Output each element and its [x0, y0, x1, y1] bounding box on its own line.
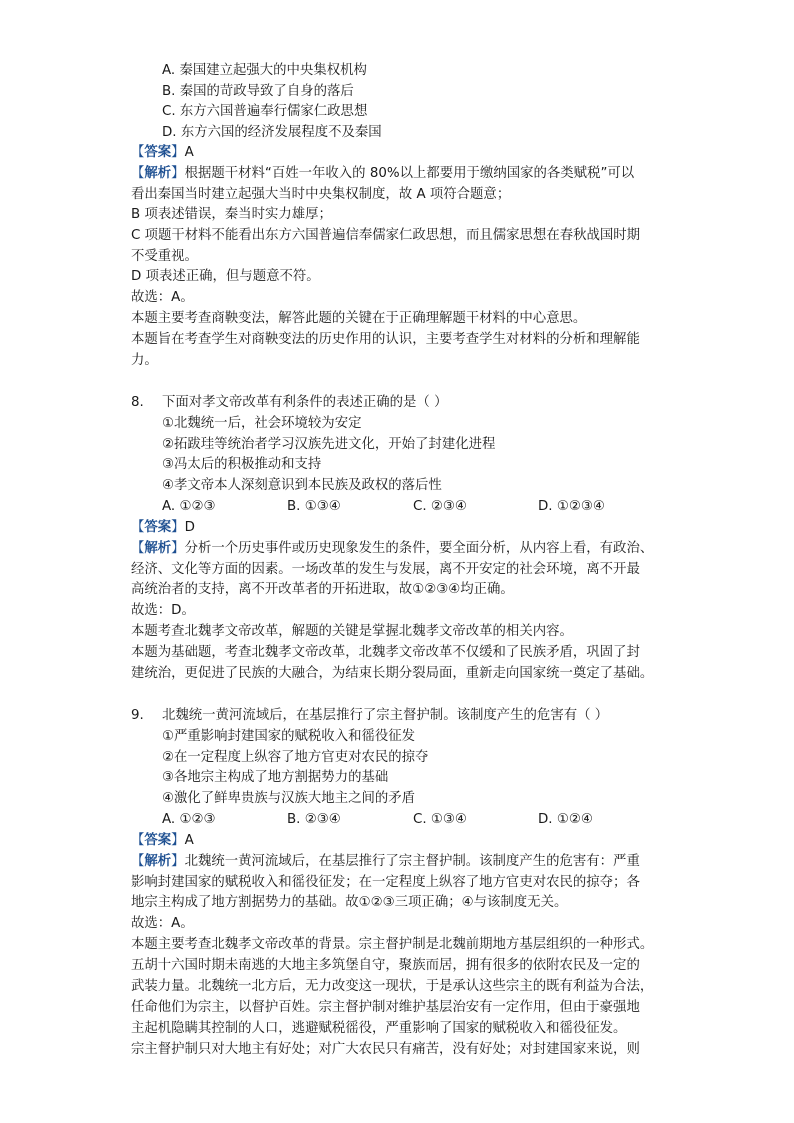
- analysis-text: B 项表述错误，秦当时实力雄厚；: [131, 207, 332, 222]
- answer-value: D: [184, 520, 195, 535]
- analysis-text: 本题为基础题，考查北魏孝文帝改革，北魏孝文帝改革不仅缓和了民族矛盾，巩固了封: [131, 645, 640, 660]
- answer-label: 答案: [144, 145, 172, 160]
- answer-line: 【答案】D: [131, 520, 195, 535]
- option-c: C. 东方六国普遍奉行儒家仁政思想: [162, 104, 368, 119]
- analysis-text: 故选：D。: [131, 603, 195, 618]
- question-number: 8.: [131, 395, 144, 410]
- analysis-text: 本题考查北魏孝文帝改革，解题的关键是掌握北魏孝文帝改革的相关内容。: [131, 624, 573, 639]
- analysis-label: 解析: [144, 541, 172, 556]
- answer-label: 答案: [144, 520, 172, 535]
- analysis-text: 根据题干材料“百姓一年收入的 80%以上都要用于缴纳国家的各类赋税”可以: [184, 166, 635, 181]
- choice-a: A. ①②③: [162, 499, 216, 514]
- analysis-text: 分析一个历史事件或历史现象发生的条件，要全面分析，从内容上看，有政治、: [184, 541, 654, 556]
- question-number: 9.: [131, 708, 144, 723]
- analysis-text: 五胡十六国时期未南逃的大地主多筑堡自守，聚族而居，拥有很多的依附农民及一定的: [131, 958, 640, 973]
- analysis-text: 地宗主构成了地方割据势力的基础。故①②③三项正确；④与该制度无关。: [131, 895, 568, 910]
- question-stem: 北魏统一黄河流域后，在基层推行了宗主督护制。该制度产生的危害有（ ）: [162, 708, 609, 723]
- question-stem: 下面对孝文帝改革有利条件的表述正确的是（ ）: [162, 395, 448, 410]
- analysis-line: 【解析】分析一个历史事件或历史现象发生的条件，要全面分析，从内容上看，有政治、: [131, 541, 654, 556]
- choice-a: A. ①②③: [162, 812, 216, 827]
- statement-3: ③各地宗主构成了地方割据势力的基础: [162, 770, 389, 785]
- choice-c: C. ②③④: [413, 499, 467, 514]
- statement-2: ②在一定程度上纵容了地方官吏对农民的掠夺: [162, 750, 429, 765]
- statement-1: ①严重影响封建国家的赋税收入和徭役征发: [162, 729, 416, 744]
- analysis-text: 看出秦国当时建立起强大当时中央集权制度，故 A 项符合题意；: [131, 187, 511, 202]
- analysis-text: 影响封建国家的赋税收入和徭役征发；在一定程度上纵容了地方官吏对农民的掠夺；各: [131, 875, 640, 890]
- choice-b: B. ①③④: [287, 499, 341, 514]
- analysis-text: 主起机隐瞒其控制的人口，逃避赋税徭役，严重影响了国家的赋税收入和徭役征发。: [131, 1021, 627, 1036]
- analysis-label: 解析: [144, 166, 172, 181]
- analysis-text: 宗主督护制只对大地主有好处；对广大农民只有痛苦，没有好处；对封建国家来说，则: [131, 1042, 640, 1057]
- analysis-text: 故选：A。: [131, 290, 194, 305]
- option-a: A. 秦国建立起强大的中央集权机构: [162, 63, 367, 78]
- option-d: D. 东方六国的经济发展程度不及秦国: [162, 125, 382, 140]
- answer-label: 答案: [144, 833, 172, 848]
- analysis-text: 本题主要考查商鞅变法，解答此题的关键在于正确理解题干材料的中心意思。: [131, 311, 587, 326]
- answer-line: 【答案】A: [131, 145, 194, 160]
- analysis-label: 解析: [144, 854, 172, 869]
- analysis-text: 任命他们为宗主，以督护百姓。宗主督护制对维护基层治安有一定作用，但由于豪强地: [131, 1000, 640, 1015]
- analysis-text: 经济、文化等方面的因素。一场改革的发生与发展，离不开安定的社会环境，离不开最: [131, 562, 640, 577]
- analysis-text: 本题旨在考查学生对商鞅变法的历史作用的认识，主要考查学生对材料的分析和理解能: [131, 332, 640, 347]
- analysis-text: D 项表述正确，但与题意不符。: [131, 269, 320, 284]
- analysis-line: 【解析】北魏统一黄河流域后，在基层推行了宗主督护制。该制度产生的危害有：严重: [131, 854, 640, 869]
- statement-3: ③冯太后的积极推动和支持: [162, 457, 322, 472]
- statement-4: ④孝文帝本人深刻意识到本民族及政权的落后性: [162, 478, 442, 493]
- choice-b: B. ②③④: [287, 812, 341, 827]
- analysis-text: 力。: [131, 353, 158, 368]
- choice-d: D. ①②④: [538, 812, 593, 827]
- analysis-text: 不受重视。: [131, 249, 198, 264]
- answer-value: A: [184, 833, 194, 848]
- statement-1: ①北魏统一后，社会环境较为安定: [162, 416, 362, 431]
- answer-line: 【答案】A: [131, 833, 194, 848]
- option-b: B. 秦国的苛政导致了自身的落后: [162, 84, 354, 99]
- analysis-text: 北魏统一黄河流域后，在基层推行了宗主督护制。该制度产生的危害有：严重: [184, 854, 640, 869]
- choice-d: D. ①②③④: [538, 499, 605, 514]
- analysis-text: C 项题干材料不能看出东方六国普遍信奉儒家仁政思想，而且儒家思想在春秋战国时期: [131, 228, 641, 243]
- analysis-text: 故选：A。: [131, 916, 194, 931]
- analysis-text: 本题主要考查北魏孝文帝改革的背景。宗主督护制是北魏前期地方基层组织的一种形式。: [131, 937, 654, 952]
- analysis-text: 高统治者的支持，离不开改革者的开拓进取，故①②③④均正确。: [131, 582, 514, 597]
- analysis-line: 【解析】根据题干材料“百姓一年收入的 80%以上都要用于缴纳国家的各类赋税”可以: [131, 166, 635, 181]
- answer-value: A: [184, 145, 194, 160]
- statement-4: ④激化了鲜卑贵族与汉族大地主之间的矛盾: [162, 791, 416, 806]
- analysis-text: 建统治，更促进了民族的大融合，为结束长期分裂局面，重新走向国家统一奠定了基础。: [131, 666, 654, 681]
- statement-2: ②拓跋珪等统治者学习汉族先进文化，开始了封建化进程: [162, 437, 496, 452]
- choice-c: C. ①③④: [413, 812, 467, 827]
- analysis-text: 武装力量。北魏统一北方后，无力改变这一现状，于是承认这些宗主的既有利益为合法，: [131, 979, 654, 994]
